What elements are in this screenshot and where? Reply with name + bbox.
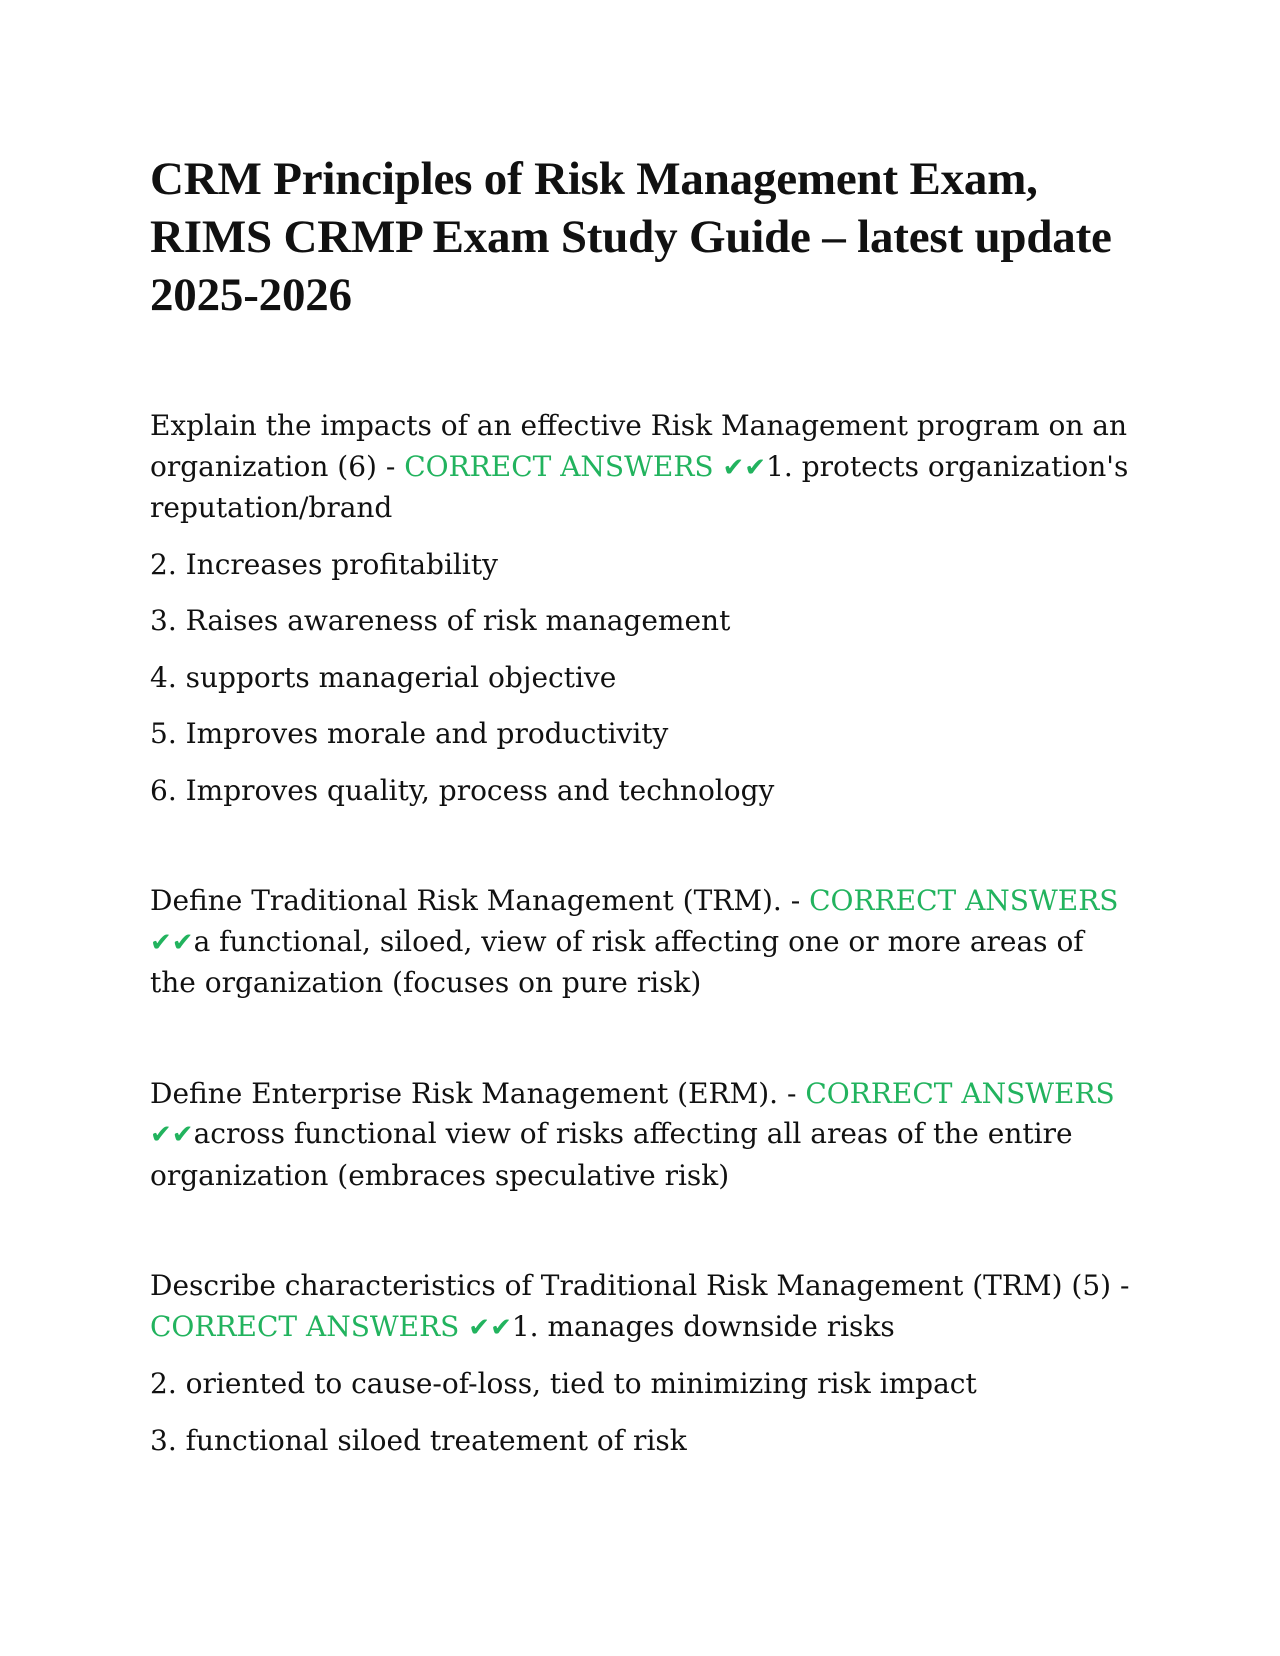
question-block-1 [150, 406, 1130, 811]
question-text [150, 1266, 1130, 1348]
document-page [150, 150, 1130, 1461]
question-block-2 [150, 881, 1130, 1004]
answer-item: 6. Improves quality, process and technology [150, 773, 775, 807]
question-prompt: Explain the impacts of an effective Risk Management program on an organization (6) - [150, 409, 1128, 483]
check-icon: ✔✔ [722, 452, 767, 483]
question-text [150, 881, 1130, 1004]
question-block-3 [150, 1074, 1130, 1197]
answer-item: 3. functional siloed treatement of risk [150, 1423, 687, 1457]
answer-item: 3. Raises awareness of risk management [150, 604, 731, 637]
answer-item: 2. oriented to cause-of-loss, tied to minimizing risk impact [150, 1367, 977, 1400]
question-block-4 [150, 1266, 1130, 1461]
answer-label: CORRECT ANSWERS [404, 449, 714, 483]
answer-first-line: across functional view of risks affecting all areas of the entire organization (embraces speculative risk) [150, 1117, 1073, 1192]
answer-first-line: 1. manages downside risks [511, 1309, 895, 1343]
answer-item: 4. supports managerial objective [150, 660, 617, 694]
answer-item: 5. Improves morale and productivity [150, 717, 669, 750]
question-text [150, 1074, 1130, 1197]
check-icon: ✔✔ [468, 1312, 512, 1343]
question-prompt: Define Traditional Risk Management (TRM). - [150, 884, 810, 917]
question-text [150, 406, 1130, 529]
check-icon: ✔✔ [150, 927, 194, 958]
question-prompt: Describe characteristics of Traditional Risk Management (TRM) (5) - [150, 1269, 1130, 1302]
answer-item: 2. Increases profitability [150, 547, 498, 581]
answer-label: CORRECT ANSWERS [150, 1309, 460, 1343]
answer-label: CORRECT ANSWERS [805, 1076, 1115, 1110]
check-icon: ✔✔ [150, 1120, 194, 1150]
question-prompt: Define Enterprise Risk Management (ERM). - [150, 1076, 806, 1110]
document-title: CRM Principles of Risk Management Exam, RIMS CRMP Exam Study Guide – latest update 2025-2026 [150, 153, 1112, 321]
answer-label: CORRECT ANSWERS [809, 884, 1119, 917]
answer-first-line: 1. protects organization's reputation/brand [150, 449, 1129, 524]
answer-first-line: a functional, siloed, view of risk affecting one or more areas of the organization (focuses on pure risk) [150, 924, 1084, 999]
